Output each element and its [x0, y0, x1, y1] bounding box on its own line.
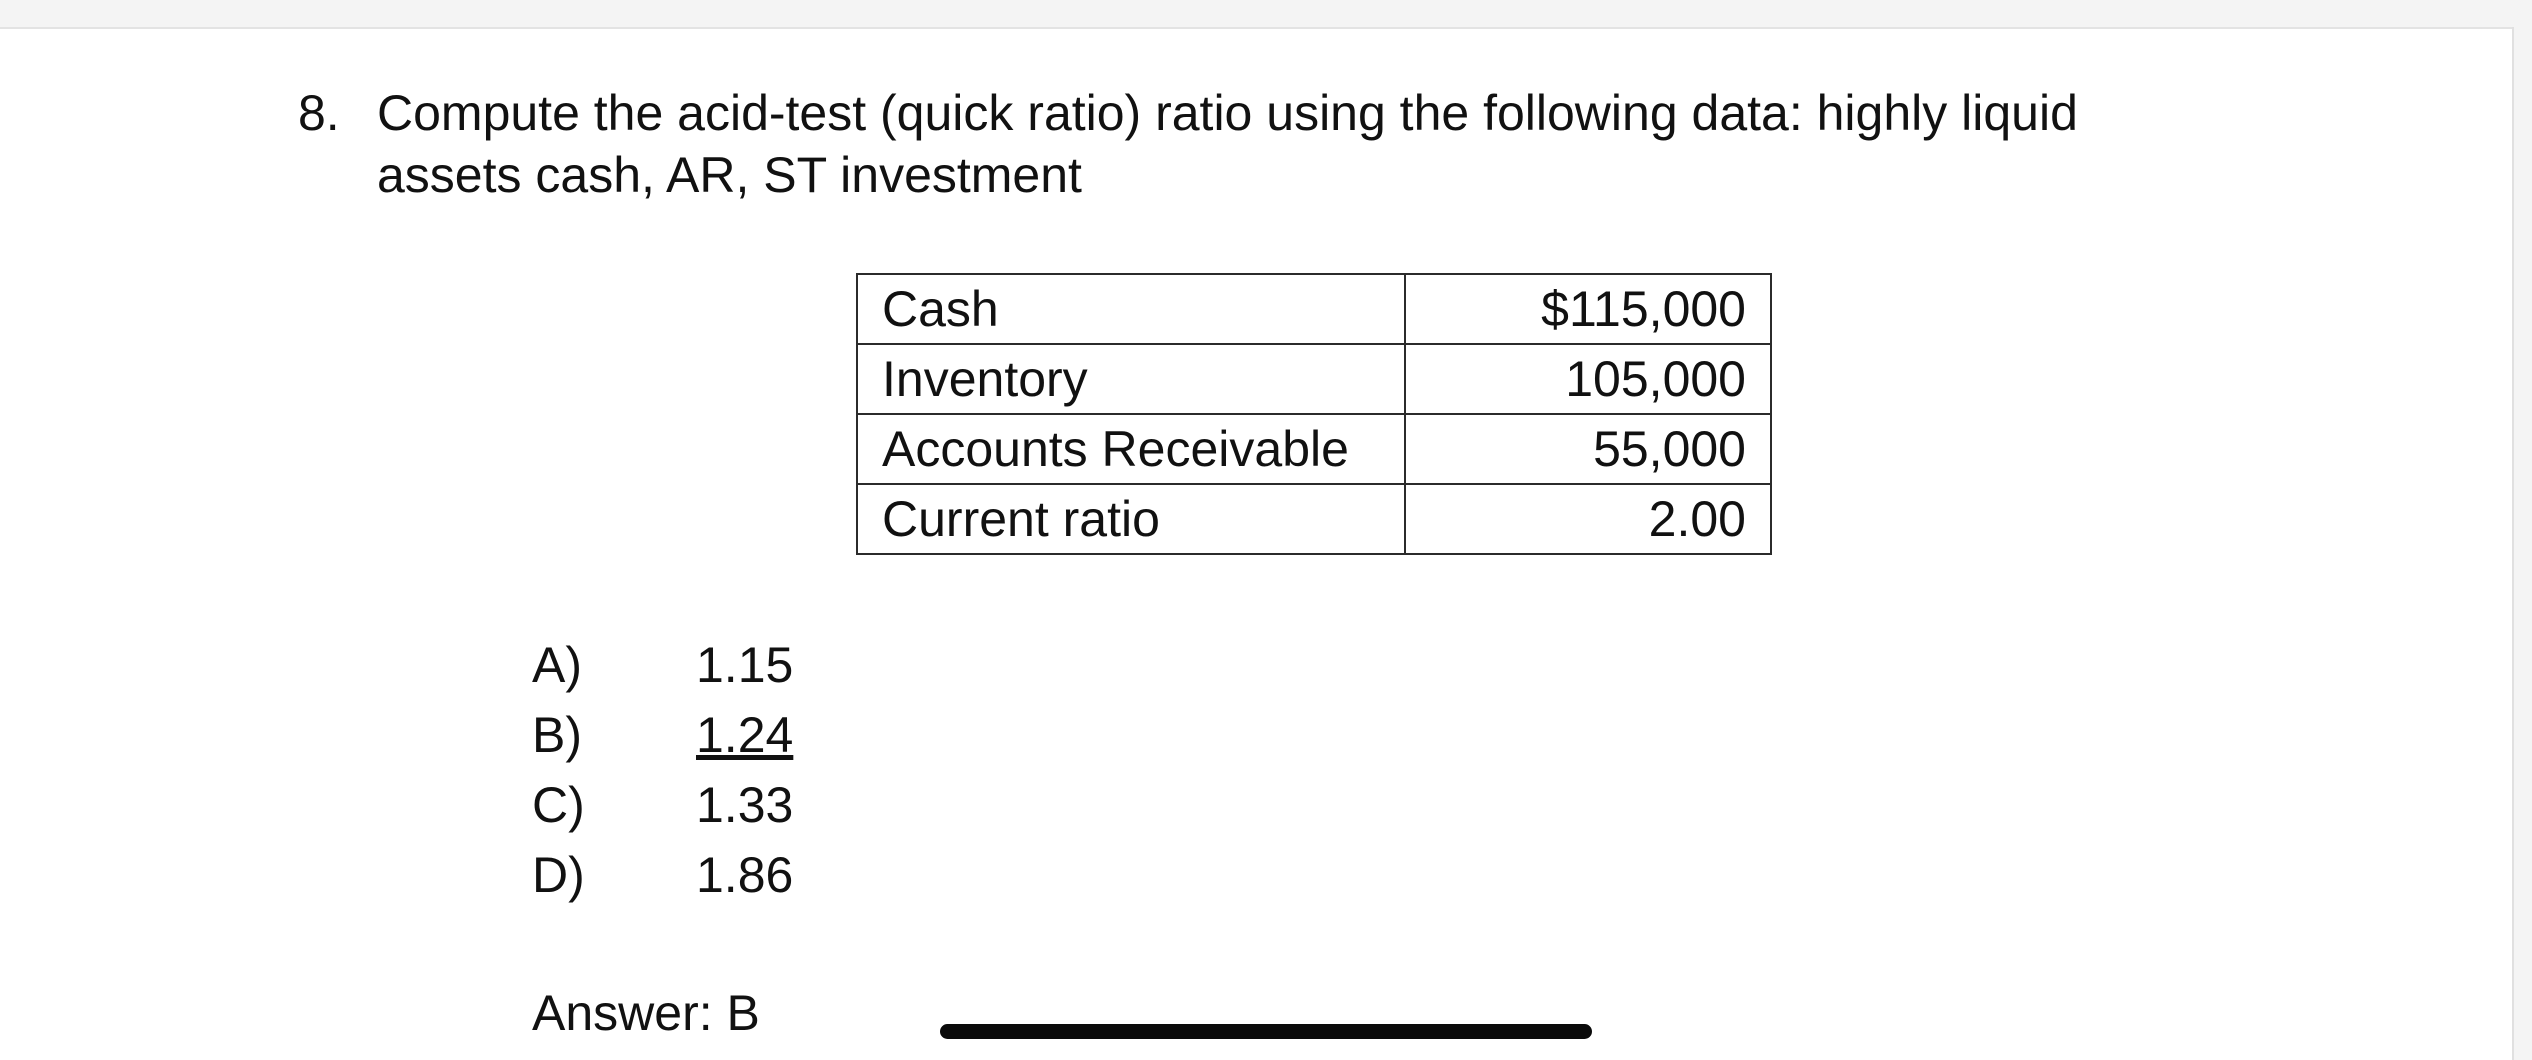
table-cell-value: $115,000 [1405, 274, 1771, 344]
table-cell-label: Inventory [857, 344, 1405, 414]
table-cell-value: 2.00 [1405, 484, 1771, 554]
table-row [857, 484, 1771, 554]
choice-value: 1.15 [696, 637, 794, 693]
choice-a [532, 630, 932, 700]
answer-choices [532, 630, 932, 910]
choice-b [532, 700, 932, 770]
data-table [856, 273, 1772, 555]
choice-value: 1.86 [696, 847, 794, 903]
table-cell-label: Accounts Receivable [857, 414, 1405, 484]
table-row [857, 274, 1771, 344]
page-edge [2512, 27, 2532, 1060]
choice-c [532, 770, 932, 840]
top-toolbar-strip [0, 0, 2532, 29]
choice-value: 1.33 [696, 777, 794, 833]
table-cell-value: 105,000 [1405, 344, 1771, 414]
choice-value-underlined: 1.24 [696, 707, 794, 763]
question-text: Compute the acid-test (quick ratio) ratio using the following data: highly liquid assets cash, AR, ST investment [377, 85, 2078, 203]
table-cell-label: Current ratio [857, 484, 1405, 554]
table-row [857, 344, 1771, 414]
home-indicator[interactable] [940, 1024, 1592, 1039]
table-cell-value: 55,000 [1405, 414, 1771, 484]
table-row [857, 414, 1771, 484]
choice-letter: B) [532, 707, 582, 763]
question-number: 8. [298, 85, 340, 141]
table-cell-label: Cash [857, 274, 1405, 344]
choice-letter: C) [532, 777, 585, 833]
answer-text: Answer: B [532, 985, 760, 1041]
choice-d [532, 840, 932, 910]
choice-letter: D) [532, 847, 585, 903]
choice-letter: A) [532, 637, 582, 693]
